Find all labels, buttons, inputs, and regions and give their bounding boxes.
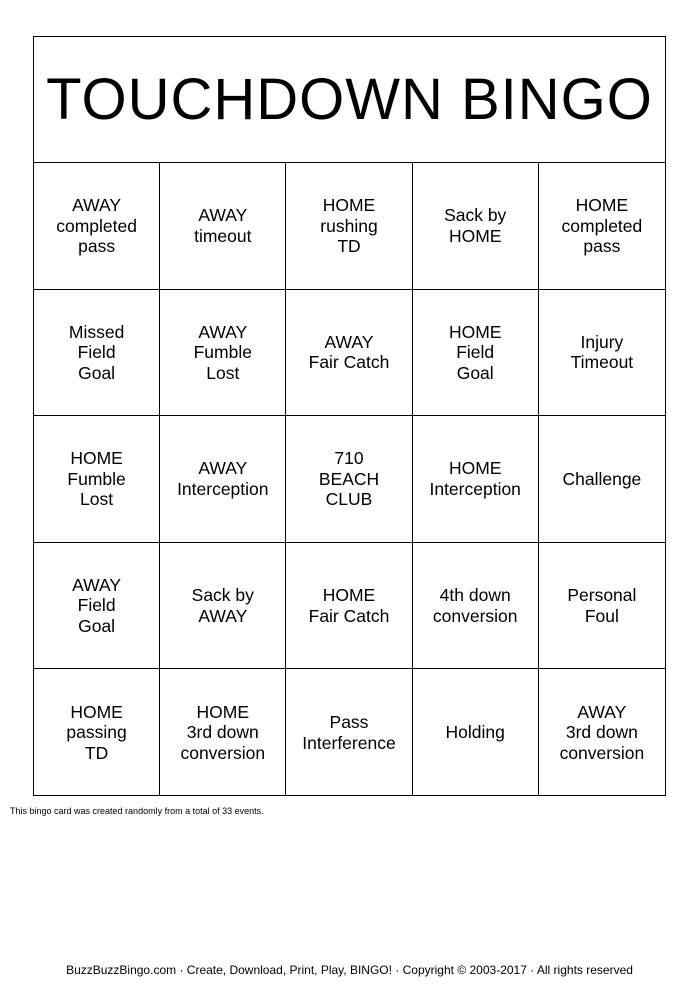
bingo-cell: AWAY completed pass <box>34 163 160 290</box>
bingo-cell: Sack by HOME <box>413 163 539 290</box>
bingo-cell: AWAY Interception <box>160 416 286 543</box>
bingo-cell: Pass Interference <box>286 669 412 796</box>
bingo-cell: HOME rushing TD <box>286 163 412 290</box>
bingo-cell: Injury Timeout <box>539 290 665 417</box>
bingo-grid <box>34 163 665 796</box>
card-title: TOUCHDOWN BINGO <box>34 37 665 163</box>
bingo-cell: HOME Interception <box>413 416 539 543</box>
bingo-cell: HOME completed pass <box>539 163 665 290</box>
bingo-cell: AWAY timeout <box>160 163 286 290</box>
bingo-free-cell: 710 BEACH CLUB <box>286 416 412 543</box>
bingo-cell: HOME Fumble Lost <box>34 416 160 543</box>
bingo-cell: HOME Field Goal <box>413 290 539 417</box>
bingo-cell: Missed Field Goal <box>34 290 160 417</box>
bingo-cell: Sack by AWAY <box>160 543 286 670</box>
bingo-card <box>33 36 666 796</box>
bingo-cell: HOME Fair Catch <box>286 543 412 670</box>
footer-copyright: BuzzBuzzBingo.com · Create, Download, Print, Play, BINGO! · Copyright © 2003-2017 · All rights reserved <box>66 963 633 977</box>
creation-note: This bingo card was created randomly from a total of 33 events. <box>10 806 264 816</box>
bingo-cell: Holding <box>413 669 539 796</box>
bingo-cell: Personal Foul <box>539 543 665 670</box>
bingo-cell: HOME passing TD <box>34 669 160 796</box>
bingo-cell: AWAY Fair Catch <box>286 290 412 417</box>
bingo-cell: AWAY 3rd down conversion <box>559 701 645 763</box>
bingo-cell: 4th down conversion <box>413 543 539 670</box>
bingo-cell: HOME 3rd down conversion <box>160 669 286 796</box>
bingo-cell: Challenge <box>539 416 665 543</box>
bingo-cell: AWAY Field Goal <box>34 543 160 670</box>
bingo-cell: AWAY Fumble Lost <box>160 290 286 417</box>
